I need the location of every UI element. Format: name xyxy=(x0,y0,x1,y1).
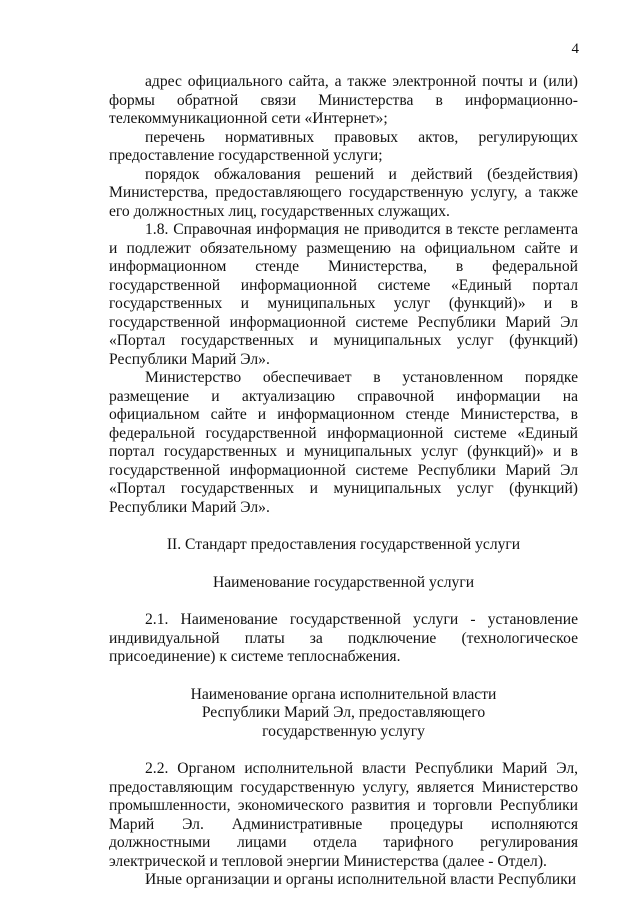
subheading-authority-line-1: Наименование органа исполнительной власти xyxy=(190,685,497,703)
paragraph-1-8: 1.8. Справочная информация не приводится в тексте регламента и подлежит обязательному размещению на официальном сайте и информационном стенде Министерства, в федеральной государственной информационной системе «Единый портал государственных и муниципальных услуг (функций)» и в государственной информационной системе Республики Марий Эл «Портал государственных и муниципальных услуг (функций) Республики Марий Эл». xyxy=(109,221,578,368)
paragraph-website-address: адрес официального сайта, а также электронной почты и (или) формы обратной связи Министерства в информационно-телекоммуникационной сети «Интернет»; xyxy=(109,73,578,127)
page-number: 4 xyxy=(571,41,579,57)
paragraph-ministry-ensures: Министерство обеспечивает в установленном порядке размещение и актуализацию справочной информации на официальном сайте и информационном стенде Министерства, в федеральной государственной информационной системе «Единый портал государственных и муниципальных услуг (функций)» и в государственной информационной системе Республики Марий Эл «Портал государственных и муниципальных услуг (функций) Республики Марий Эл». xyxy=(109,369,578,516)
section-title: II. Стандарт предоставления государственной услуги xyxy=(166,536,521,553)
paragraph-2-1: 2.1. Наименование государственной услуги - установление индивидуальной платы за подключение (технологическое присоединение) к системе теплоснабжения. xyxy=(109,611,578,665)
subheading-authority-line-2: Республики Марий Эл, предоставляющего xyxy=(201,704,486,721)
paragraph-appeal-procedure: порядок обжалования решений и действий (бездействия) Министерства, предоставляющего государственную услугу, а также его должностных лиц, государственных служащих. xyxy=(109,165,578,220)
paragraph-legal-acts: перечень нормативных правовых актов, регулирующих предоставление государственной услуги; xyxy=(109,128,578,164)
subheading-service-name: Наименование государственной услуги xyxy=(212,573,475,591)
paragraph-other-organizations: Иные организации и органы исполнительной власти Республики xyxy=(145,871,577,888)
document-body xyxy=(109,73,578,890)
subheading-authority-line-3: государственную услугу xyxy=(262,722,425,740)
paragraph-2-2: 2.2. Органом исполнительной власти Республики Марий Эл, предоставляющим государственную услугу, является Министерство промышленности, экономического развития и торговли Республики Марий Эл. Административные процедуры исполняются должностными лицами отдела тарифного регулирования электрической и тепловой энергии Министерства (далее - Отдел). xyxy=(109,760,578,870)
